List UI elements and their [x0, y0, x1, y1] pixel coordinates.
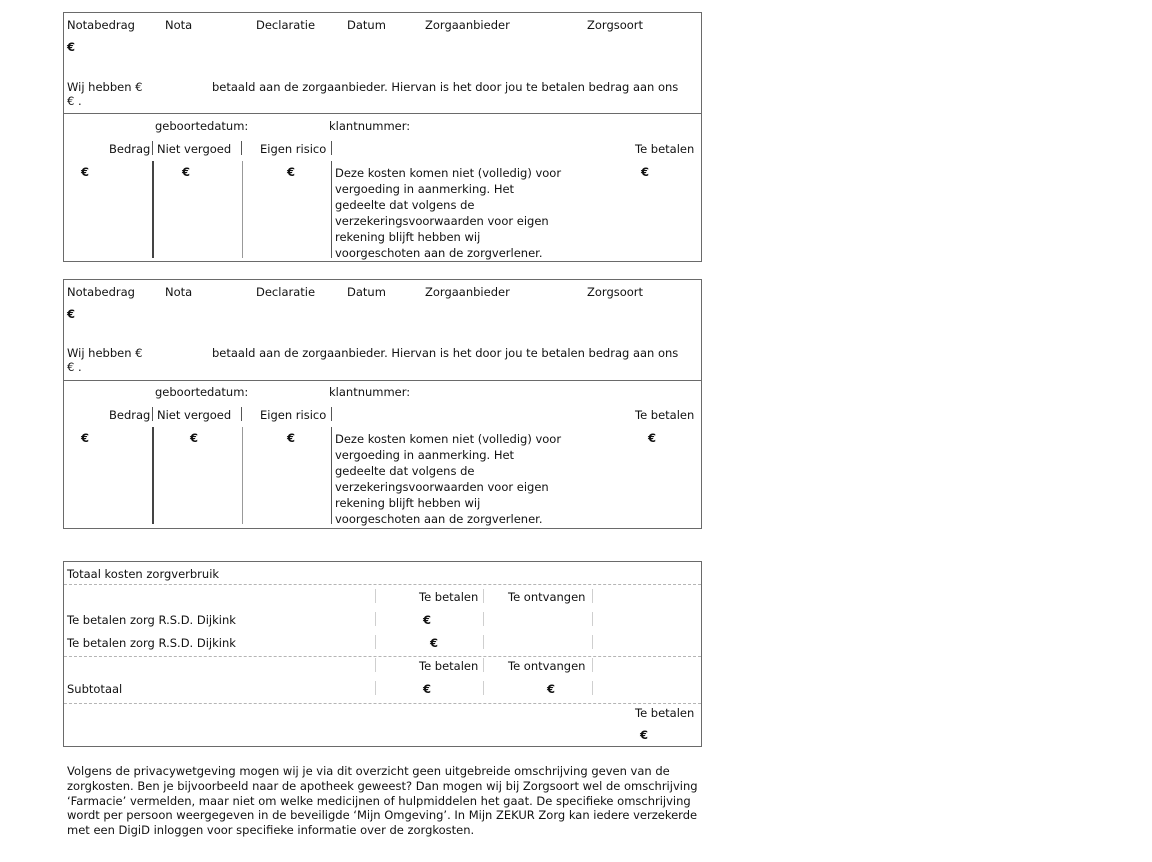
divider [331, 407, 332, 421]
birthdate-label: geboortedatum: [155, 385, 249, 399]
subtotal-to-receive: € [547, 682, 556, 696]
divider [152, 407, 153, 421]
not-reimbursed-value: € [190, 431, 199, 445]
col-datum: Datum [347, 18, 386, 32]
to-pay-value: € [648, 431, 657, 445]
divider [483, 589, 484, 603]
col-nota: Nota [165, 285, 193, 299]
totals-title: Totaal kosten zorgverbruik [67, 567, 220, 581]
divider [483, 635, 484, 649]
explanation-line: rekening blijft hebben wij [335, 230, 481, 244]
divider [483, 681, 484, 695]
dashed-divider [64, 584, 701, 585]
final-value: € [640, 728, 649, 742]
explanation-line: verzekeringsvoorwaarden voor eigen [335, 214, 549, 228]
divider [331, 141, 332, 155]
col-notabedrag: Notabedrag [67, 18, 135, 32]
divider [375, 612, 376, 626]
divider [592, 658, 593, 672]
dashed-divider [64, 703, 701, 704]
explanation-line: verzekeringsvoorwaarden voor eigen [335, 480, 549, 494]
explanation-line: voorgeschoten aan de zorgverlener. [335, 246, 543, 260]
customer-label: klantnummer: [329, 119, 411, 133]
divider [375, 589, 376, 603]
totals-row-label: Te betalen zorg R.S.D. Dijkink [67, 636, 236, 650]
totals-row-to-pay: € [430, 636, 439, 650]
divider [152, 141, 153, 155]
divider [241, 141, 242, 155]
birthdate-label: geboortedatum: [155, 119, 249, 133]
col-notabedrag: Notabedrag [67, 285, 135, 299]
paid-suffix: € . [67, 94, 82, 108]
dashed-divider [64, 656, 701, 657]
divider [483, 612, 484, 626]
subtotal-to-pay: € [423, 682, 432, 696]
totals-box [63, 561, 702, 747]
col-declaratie: Declaratie [256, 285, 316, 299]
own-risk-value: € [287, 431, 296, 445]
col-nota: Nota [165, 18, 193, 32]
col-eigen-risico: Eigen risico [260, 142, 327, 156]
explanation-line: Deze kosten komen niet (volledig) voor [335, 432, 562, 446]
totals-row-to-pay: € [423, 613, 432, 627]
divider [592, 589, 593, 603]
col-te-ontvangen: Te ontvangen [508, 659, 586, 673]
explanation-line: gedeelte dat volgens de [335, 464, 475, 478]
col-niet-vergoed: Niet vergoed [157, 408, 232, 422]
paid-prefix: Wij hebben € [67, 80, 143, 94]
divider [483, 658, 484, 672]
divider [592, 635, 593, 649]
paid-text: betaald aan de zorgaanbieder. Hiervan is het door jou te betalen bedrag aan ons [212, 346, 679, 360]
col-te-betalen: Te betalen [635, 408, 695, 422]
col-bedrag: Bedrag [109, 408, 151, 422]
own-risk-value: € [287, 165, 296, 179]
explanation-line: vergoeding in aanmerking. Het [335, 182, 515, 196]
explanation-line: gedeelte dat volgens de [335, 198, 475, 212]
divider [331, 427, 332, 524]
explanation-line: vergoeding in aanmerking. Het [335, 448, 515, 462]
col-te-ontvangen: Te ontvangen [508, 590, 586, 604]
paid-suffix: € . [67, 360, 82, 374]
divider [242, 427, 243, 524]
divider [592, 612, 593, 626]
not-reimbursed-value: € [182, 165, 191, 179]
divider [375, 658, 376, 672]
amount-value: € [81, 165, 90, 179]
col-datum: Datum [347, 285, 386, 299]
explanation-line: Deze kosten komen niet (volledig) voor [335, 166, 562, 180]
divider [375, 681, 376, 695]
col-te-betalen: Te betalen [635, 142, 695, 156]
amount-value: € [81, 431, 90, 445]
col-zorgsoort: Zorgsoort [587, 18, 644, 32]
col-zorgaanbieder: Zorgaanbieder [425, 285, 510, 299]
explanation [335, 165, 561, 261]
explanation [335, 431, 561, 527]
divider [592, 681, 593, 695]
col-zorgaanbieder: Zorgaanbieder [425, 18, 510, 32]
divider [241, 407, 242, 421]
notabedrag-value: € [67, 307, 76, 321]
divider [331, 161, 332, 258]
divider [242, 161, 243, 258]
divider [152, 161, 154, 258]
paid-text: betaald aan de zorgaanbieder. Hiervan is het door jou te betalen bedrag aan ons [212, 80, 679, 94]
customer-label: klantnummer: [329, 385, 411, 399]
explanation-line: rekening blijft hebben wij [335, 496, 481, 510]
col-bedrag: Bedrag [109, 142, 151, 156]
paid-prefix: Wij hebben € [67, 346, 143, 360]
totals-row-label: Te betalen zorg R.S.D. Dijkink [67, 613, 236, 627]
divider [152, 427, 154, 524]
col-declaratie: Declaratie [256, 18, 316, 32]
notabedrag-value: € [67, 40, 76, 54]
col-te-betalen: Te betalen [419, 590, 479, 604]
to-pay-value: € [641, 165, 650, 179]
privacy-notice: Volgens de privacywetgeving mogen wij je via dit overzicht geen uitgebreide omschrijving geven van de zorgkosten. Ben je bijvoorbeeld naar de apotheek geweest? Dan mogen wij bij Zorgsoort wel de omschrijving ‘Farmacie’ vermelden, maar niet om welke medicijnen of hulpmiddelen het gaat. De specifieke omschrijving wordt per persoon weergegeven in de beveiligde ‘Mijn Omgeving’. In Mijn ZEKUR Zorg kan iedere verzekerde met een DigiD inloggen voor specifieke informatie over de zorgkosten. [67, 764, 698, 838]
col-niet-vergoed: Niet vergoed [157, 142, 232, 156]
final-label: Te betalen [635, 706, 695, 720]
subtotal-label: Subtotaal [67, 682, 123, 696]
col-te-betalen: Te betalen [419, 659, 479, 673]
col-zorgsoort: Zorgsoort [587, 285, 644, 299]
col-eigen-risico: Eigen risico [260, 408, 327, 422]
explanation-line: voorgeschoten aan de zorgverlener. [335, 512, 543, 526]
divider [375, 635, 376, 649]
